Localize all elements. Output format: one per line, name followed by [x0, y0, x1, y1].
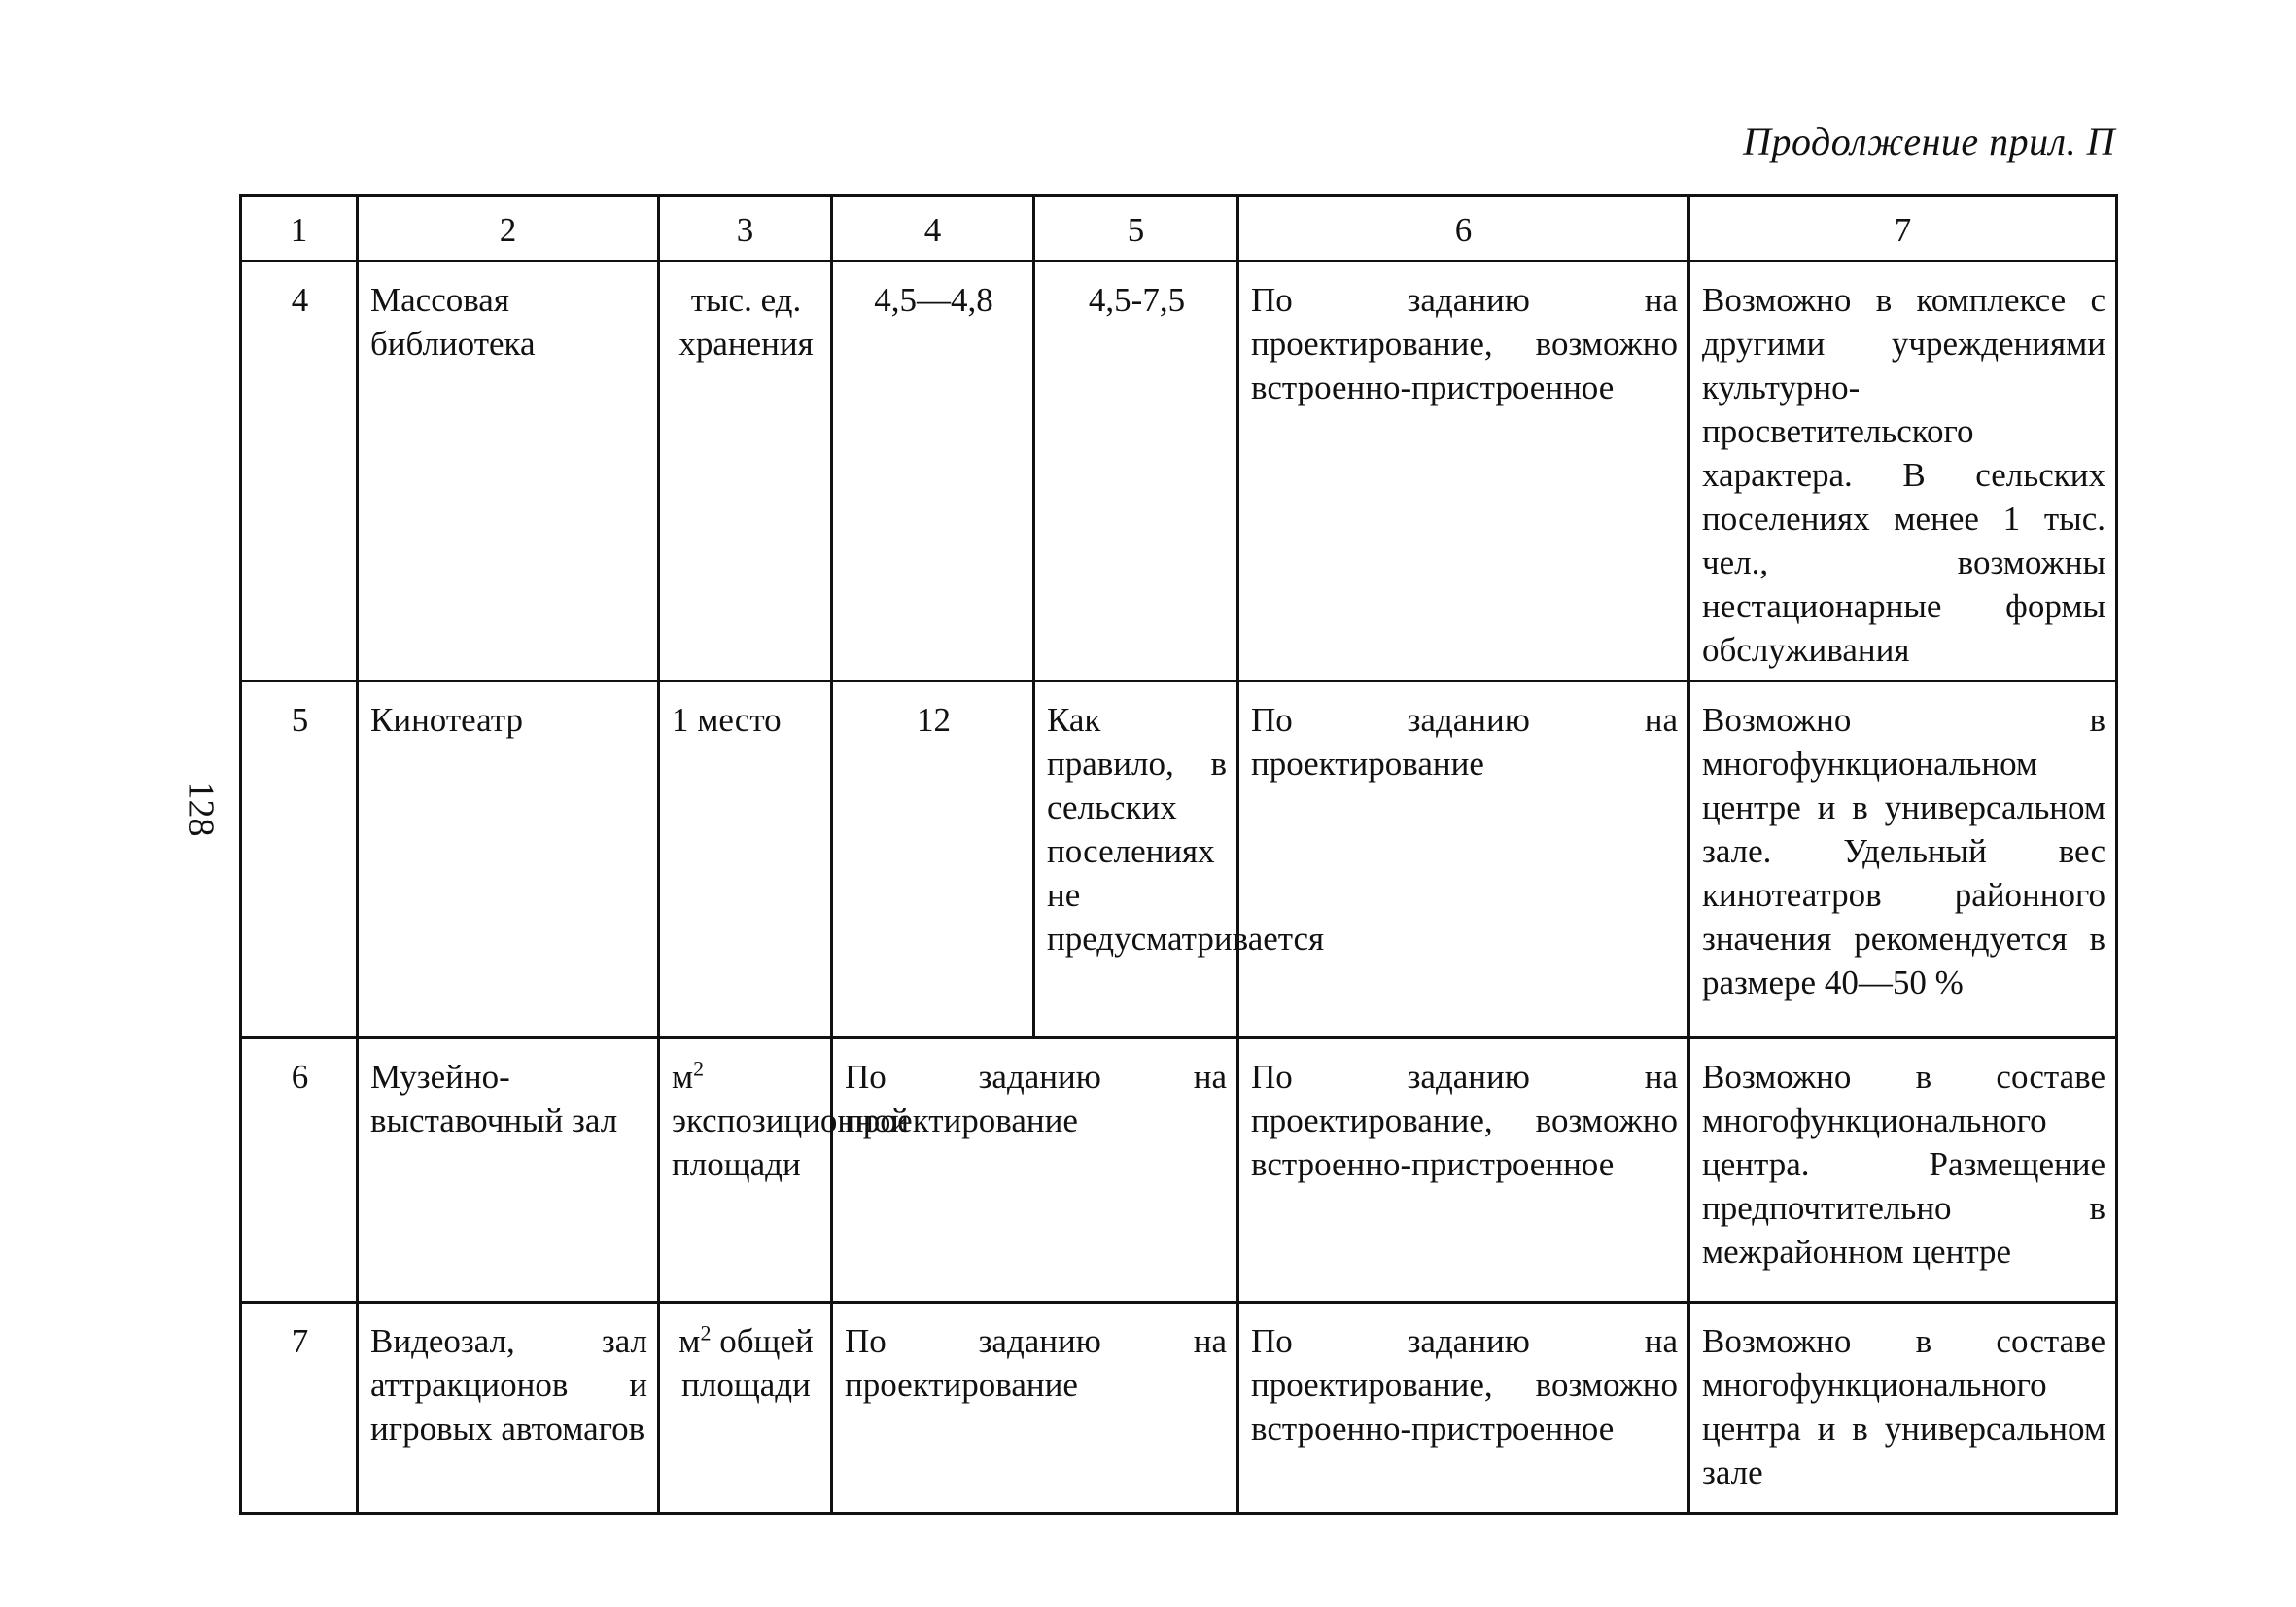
unit-prefix: м [672, 1058, 694, 1096]
col6-cell: По заданию на проектирование, возможно встроенно-пристроенное [1238, 262, 1689, 681]
col7-cell: Возможно в составе многофункционального центра и в универсальном зале [1689, 1303, 2117, 1514]
unit-cell: 1 место [659, 681, 832, 1038]
row-number: 6 [241, 1038, 358, 1303]
data-table [239, 194, 2118, 1515]
column-header: 3 [659, 196, 832, 262]
table-row [241, 1303, 2117, 1514]
column-header: 4 [832, 196, 1034, 262]
col45-merged-cell: По заданию на проектирование [832, 1038, 1238, 1303]
col5-cell: 4,5-7,5 [1034, 262, 1238, 681]
col6-cell: По заданию на проектирование, возможно встроенно-пристроенное [1238, 1303, 1689, 1514]
facility-name: Кинотеатр [358, 681, 659, 1038]
unit-rest: общей площади [681, 1322, 814, 1404]
col4-cell: 4,5—4,8 [832, 262, 1034, 681]
column-header: 7 [1689, 196, 2117, 262]
col7-cell: Возможно в многофункциональном центре и в универсальном зале. Удельный вес кинотеатров районного значения рекомендуется в размере 40—50 % [1689, 681, 2117, 1038]
row-number: 7 [241, 1303, 358, 1514]
column-header: 5 [1034, 196, 1238, 262]
table-row [241, 1038, 2117, 1303]
col7-cell: Возможно в составе многофункционального центра. Размещение предпочтительно в межрайонном центре [1689, 1038, 2117, 1303]
col6-cell: По заданию на проектирование [1238, 681, 1689, 1038]
header-row [241, 196, 2117, 262]
unit-prefix: м [678, 1322, 701, 1360]
unit-rest: экспозиционной площади [672, 1101, 910, 1183]
row-number: 5 [241, 681, 358, 1038]
col5-cell: Как правило, в сельских поселениях не предусматривается [1034, 681, 1238, 1038]
column-header: 1 [241, 196, 358, 262]
facility-name: Массовая библиотека [358, 262, 659, 681]
row-number: 4 [241, 262, 358, 681]
col45-merged-cell: По заданию на проектирование [832, 1303, 1238, 1514]
facility-name: Музейно-выставочный зал [358, 1038, 659, 1303]
column-header: 2 [358, 196, 659, 262]
column-header: 6 [1238, 196, 1689, 262]
unit-superscript: 2 [700, 1320, 712, 1345]
col7-cell: Возможно в комплексе с другими учреждениями культурно-просветительского характера. В сельских поселениях менее 1 тыс. чел., возможны нестационарные формы обслуживания [1689, 262, 2117, 681]
col6-cell: По заданию на проектирование, возможно встроенно-пристроенное [1238, 1038, 1689, 1303]
continuation-note: Продолжение прил. П [1743, 120, 2115, 163]
facility-name: Видеозал, зал аттракционов и игровых автомагов [358, 1303, 659, 1514]
col4-cell: 12 [832, 681, 1034, 1038]
unit-superscript: 2 [693, 1056, 705, 1081]
table-row [241, 262, 2117, 681]
unit-cell: тыс. ед. хранения [659, 262, 832, 681]
page-number: 128 [180, 781, 222, 837]
table-row [241, 681, 2117, 1038]
unit-cell [659, 1303, 832, 1514]
unit-cell [659, 1038, 910, 1303]
